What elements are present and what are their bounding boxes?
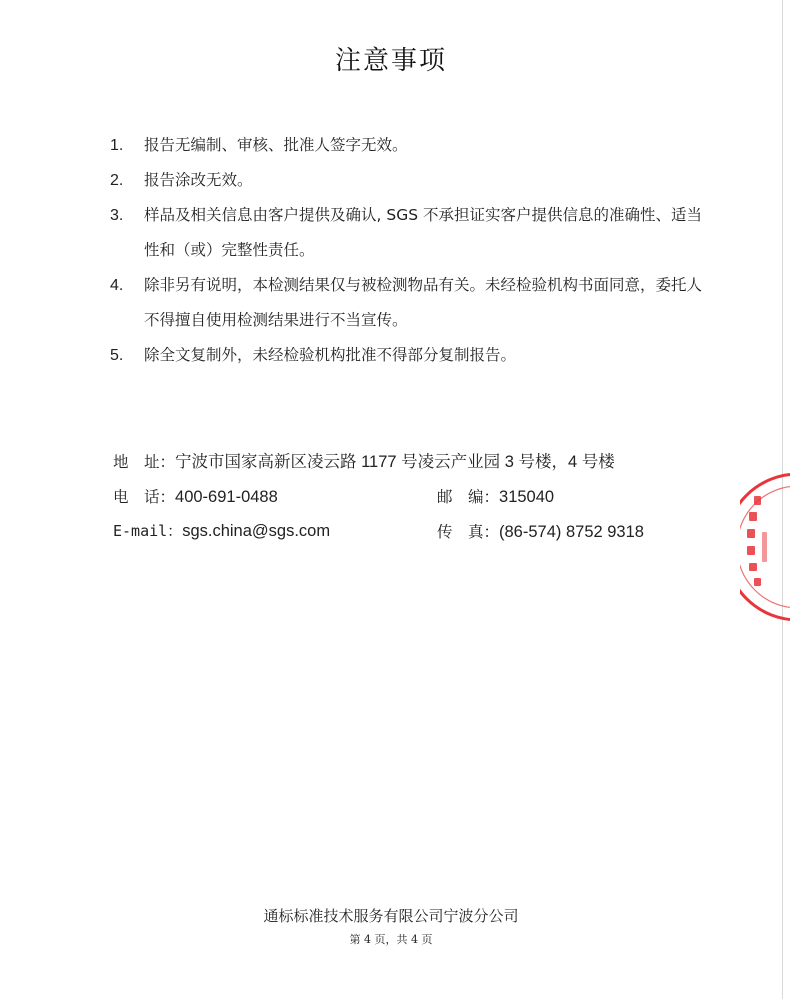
fax-line — [437, 520, 644, 542]
note-item — [110, 163, 710, 198]
page-title: 注意事项 — [334, 46, 447, 76]
fax-label: 传 真： — [437, 523, 500, 541]
postcode-label: 邮 编： — [437, 488, 500, 506]
page-number: 第 4 页，共 4 页 — [349, 933, 433, 946]
notes-list — [110, 128, 710, 373]
note-text: 报告无编制、审核、批准人签字无效。 — [144, 136, 408, 154]
note-number: 2. — [110, 172, 124, 189]
phone-value: 400-691-0488 — [175, 488, 278, 506]
note-text: 样品及相关信息由客户提供及确认, SGS 不承担证实客户提供信息的准确性、适当性和（或）完整性责任。 — [144, 206, 702, 259]
postcode-line — [437, 485, 554, 507]
email-value: sgs.china@sgs.com — [182, 522, 331, 540]
note-number: 5. — [110, 347, 124, 364]
note-text: 除全文复制外，未经检验机构批准不得部分复制报告。 — [144, 346, 517, 364]
note-text: 报告涂改无效。 — [144, 171, 253, 189]
email-label: E-mail： — [113, 522, 183, 540]
footer-company-name: 通标标准技术服务有限公司宁波分公司 — [263, 907, 519, 925]
note-item — [110, 268, 710, 338]
postcode-value: 315040 — [499, 488, 555, 506]
address-line — [113, 448, 615, 472]
note-number: 3. — [110, 207, 124, 224]
note-item — [110, 198, 710, 268]
address-label: 地 址： — [113, 453, 176, 471]
note-item — [110, 338, 710, 373]
phone-label: 电 话： — [113, 488, 176, 506]
note-number: 1. — [110, 137, 124, 154]
address-value: 宁波市国家高新区凌云路 1177 号凌云产业园 3 号楼，4 号楼 — [175, 453, 615, 471]
note-text: 除非另有说明，本检测结果仅与被检测物品有关。未经检验机构书面同意，委托人不得擅自使用检测结果进行不当宣传。 — [144, 276, 703, 329]
fax-value: (86-574) 8752 9318 — [499, 523, 644, 541]
company-seal-stamp — [740, 472, 790, 622]
note-item — [110, 128, 710, 163]
note-number: 4. — [110, 277, 124, 294]
email-line — [113, 520, 330, 541]
phone-line — [113, 485, 278, 507]
